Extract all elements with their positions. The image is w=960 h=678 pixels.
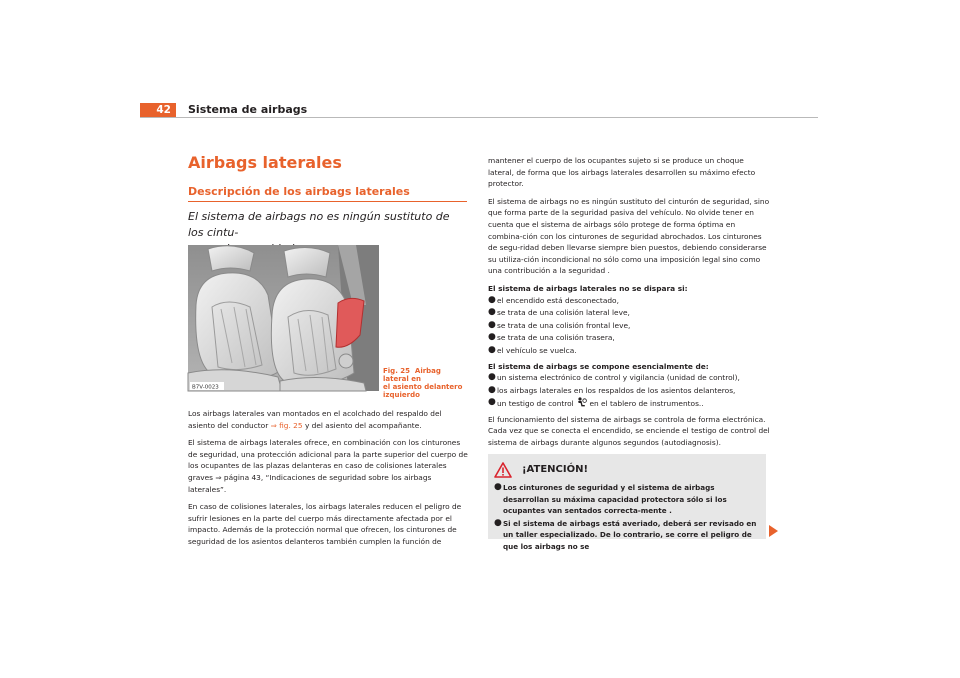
list-item-text: el encendido está desconectado, <box>497 295 619 305</box>
warning-triangle-icon <box>494 462 512 478</box>
list-item <box>488 320 770 332</box>
list-item <box>488 295 770 307</box>
left-paragraph-3: En caso de colisiones laterales, los airbags laterales reducen el peligro de sufrir lesiones en la parte del cuerpo más directamente afectada por el impacto. Además de la protección normal que ofrecen, los cinturones de seguridad de los asientos delanteros también cumplen la función de <box>188 502 462 546</box>
warning-box <box>488 454 766 551</box>
list-item-text <box>497 397 704 410</box>
right-paragraph-2: El sistema de airbags no es ningún sustituto del cinturón de seguridad, sino que forma parte de la seguridad pasiva del vehículo. No olvide tener en cuenta que el sistema de airbags sólo protege de forma óptima en combina-ción con los cinturones de seguridad abrochados. Los cinturones de segu-ridad deben llevarse siempre bien puestos, debiendo considerarse su utiliza-ción incondicional no sólo como una imposición legal sino como una contribución a la seguridad . <box>488 196 770 276</box>
list-item-text: se trata de una colisión lateral leve, <box>497 308 630 318</box>
list-item <box>488 307 770 319</box>
figure-number: Fig. 25 <box>383 367 411 375</box>
header-rule <box>140 117 818 118</box>
warning-item-text: Si el sistema de airbags está averiado, deberá ser revisado en un taller especializado. De lo contrario, se corre el peligro de que los airbags no se <box>503 518 757 551</box>
list-item <box>488 397 770 410</box>
intro-line-1: El sistema de airbags no es ningún sustituto de los cintu- <box>188 210 450 239</box>
right-column <box>488 155 770 455</box>
list-item-text: un sistema electrónico de control y vigilancia (unidad de control), <box>497 373 740 383</box>
subsection-title: Descripción de los airbags laterales <box>188 185 410 198</box>
airbag-warning-lamp-icon <box>576 397 587 407</box>
list-item <box>488 345 770 357</box>
bullet-icon: ● <box>488 397 496 408</box>
figure-caption <box>383 367 469 399</box>
continue-arrow-icon[interactable] <box>768 525 778 537</box>
caption-text-2: el asiento delantero <box>383 383 463 391</box>
bullet-icon: ● <box>488 384 496 395</box>
caption-text-3: izquierdo <box>383 391 420 399</box>
no-deploy-list <box>488 295 770 357</box>
list-item-text: el vehículo se vuelca. <box>497 345 577 355</box>
warning-header <box>494 458 760 482</box>
warning-title: ¡ATENCIÓN! <box>522 464 589 476</box>
component-3-text-a: un testigo de control <box>497 399 577 409</box>
bullet-icon: ● <box>494 517 502 528</box>
left-p1-text-a: Los airbags laterales van montados en el acolchado del respaldo del asiento del conductor <box>188 409 442 430</box>
section-title: Airbags laterales <box>188 153 342 172</box>
bullet-icon: ● <box>488 294 496 305</box>
warning-item <box>494 482 760 517</box>
figure-code: B7V-0023 <box>192 384 219 391</box>
warning-item <box>494 518 760 553</box>
bullet-icon: ● <box>488 319 496 330</box>
list-item-text: se trata de una colisión trasera, <box>497 333 615 343</box>
page-number: 42 <box>140 103 176 117</box>
list-item <box>488 385 770 397</box>
left-p1-text-b: y del asiento del acompañante. <box>302 420 422 430</box>
left-paragraph-1 <box>188 408 470 431</box>
right-paragraph-1: mantener el cuerpo de los ocupantes sujeto si se produce un choque lateral, de forma que los airbags laterales desarrollen su máximo efecto protector. <box>488 156 756 189</box>
caption-text-1: Airbag lateral en <box>383 367 441 383</box>
right-paragraph-3: El funcionamiento del sistema de airbags se controla de forma electrónica. Cada vez que se conecta el encendido, se enciende el testigo de control del sistema de airbags durante algunos segundos (autodiagnosis). <box>488 414 770 448</box>
list-item-text: los airbags laterales en los respaldos de los asientos delanteros, <box>497 385 736 395</box>
component-3-text-b: en el tablero de instrumentos.. <box>587 399 704 409</box>
no-deploy-heading: El sistema de airbags laterales no se dispara si: <box>488 283 688 293</box>
subsection-rule <box>188 201 467 202</box>
bullet-icon: ● <box>494 482 502 492</box>
components-heading: El sistema de airbags se compone esencialmente de: <box>488 361 709 371</box>
list-item-text: se trata de una colisión frontal leve, <box>497 320 631 330</box>
seat-airbag-illustration <box>188 245 379 391</box>
bullet-icon: ● <box>488 307 496 318</box>
list-item <box>488 332 770 344</box>
list-item <box>488 372 770 384</box>
left-paragraph-2: El sistema de airbags laterales ofrece, en combinación con los cinturones de seguridad, una protección adicional para la parte superior del cuerpo de los ocupantes de las plazas delanteras en caso de colisiones laterales graves ⇒ página 43, “Indicaciones de seguridad sobre los airbags laterales”. <box>188 438 468 494</box>
left-column <box>188 408 470 554</box>
components-list <box>488 372 770 410</box>
bullet-icon: ● <box>488 372 496 383</box>
bullet-icon: ● <box>488 344 496 355</box>
warning-item-text: Los cinturones de seguridad y el sistema de airbags desarrollan su máxima capacidad protectora sólo si los ocupantes van sentados correcta-mente . <box>503 483 727 515</box>
running-header-title: Sistema de airbags <box>188 103 308 116</box>
bullet-icon: ● <box>488 332 496 343</box>
figure-reference-link[interactable]: ⇒ fig. 25 <box>270 420 303 430</box>
